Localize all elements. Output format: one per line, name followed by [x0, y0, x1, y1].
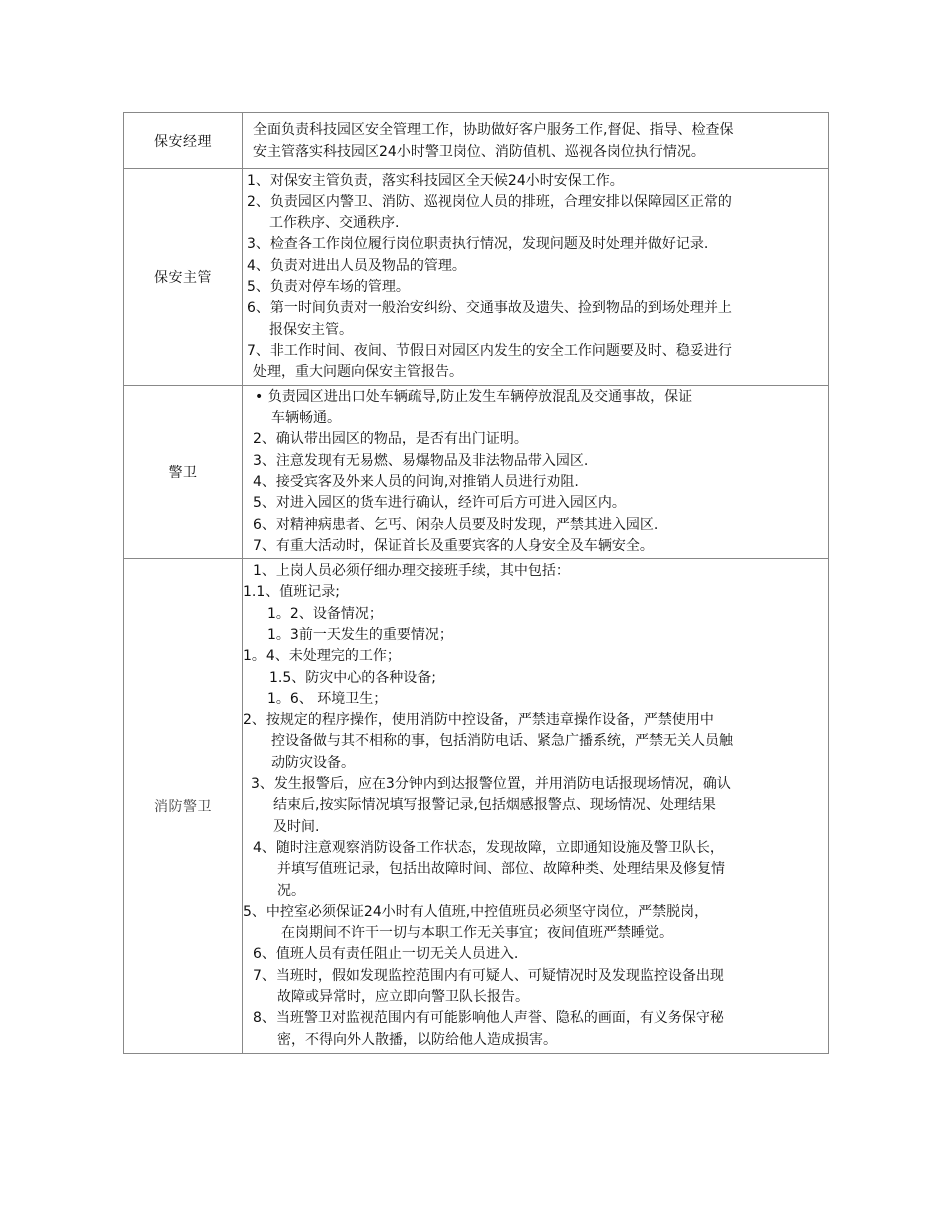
duty-line: 6、对精神病患者、乞丐、闲杂人员要及时发现，严禁其进入园区. — [253, 516, 659, 533]
duty-line: 1.1、值班记录; — [243, 584, 340, 601]
duty-line: 及时间. — [273, 818, 320, 835]
duty-line: 车辆畅通。 — [271, 410, 341, 427]
table-row — [124, 386, 829, 559]
role-cell: 消防警卫 — [124, 559, 243, 1054]
duty-line: 报保安主管。 — [269, 321, 353, 338]
role-cell: 保安经理 — [124, 113, 243, 169]
duty-table — [123, 112, 829, 1054]
duty-line: 动防灾设备。 — [271, 754, 355, 771]
duty-line: 1、对保安主管负责，落实科技园区全天候24小时安保工作。 — [247, 172, 624, 189]
duty-line: 并填写值班记录，包括出故障时间、部位、故障种类、处理结果及修复情 — [277, 861, 725, 878]
duty-line: 6、第一时间负责对一般治安纠纷、交通事故及遗失、捡到物品的到场处理并上 — [247, 300, 732, 317]
duty-line: 工作秩序、交通秩序. — [269, 215, 400, 232]
duty-line: 3、检查各工作岗位履行岗位职责执行情况，发现问题及时处理并做好记录. — [247, 236, 709, 253]
duty-line: 在岗期间不许干一切与本职工作无关事宜；夜间值班严禁睡觉。 — [281, 925, 673, 942]
duty-line: 1。3前一天发生的重要情况； — [267, 626, 453, 643]
duty-cell — [243, 386, 829, 559]
duty-line: 结束后,按实际情况填写报警记录,包括烟感报警点、现场情况、处理结果 — [273, 797, 716, 814]
duty-line: 5、对进入园区的货车进行确认，经许可后方可进入园区内。 — [253, 495, 626, 512]
duty-line: 1。6、 环境卫生； — [267, 690, 388, 707]
duty-line: 5、负责对停车场的管理。 — [247, 279, 410, 295]
duty-line: 2、按规定的程序操作，使用消防中控设备，严禁违章操作设备，严禁使用中 — [243, 712, 714, 729]
duty-line: 1、上岗人员必须仔细办理交接班手续，其中包括： — [253, 563, 570, 580]
duty-line: 3、注意发现有无易燃、易爆物品及非法物品带入园区. — [253, 452, 589, 469]
duty-line: 况。 — [277, 882, 305, 899]
role-cell: 警卫 — [124, 386, 243, 559]
duty-line: 2、确认带出园区的物品，是否有出门证明。 — [253, 431, 528, 448]
duty-cell — [243, 169, 829, 386]
duty-line: 全面负责科技园区安全管理工作，协助做好客户服务工作,督促、指导、检查保 — [253, 122, 734, 139]
duty-table-document — [123, 112, 829, 1053]
duty-line: 安主管落实科技园区24小时警卫岗位、消防值机、巡视各岗位执行情况。 — [253, 143, 705, 160]
duty-cell — [243, 559, 829, 1054]
duty-line: 6、值班人员有责任阻止一切无关人员进入. — [253, 946, 519, 963]
table-row — [124, 113, 829, 169]
duty-line: 7、非工作时间、夜间、节假日对园区内发生的安全工作问题要及时、稳妥进行 — [247, 342, 732, 359]
table-row — [124, 169, 829, 386]
duty-line: 处理，重大问题向保安主管报告。 — [253, 364, 463, 381]
duty-cell — [243, 113, 829, 169]
duty-line: 7、有重大活动时，保证首长及重要宾客的人身安全及车辆安全。 — [253, 537, 654, 554]
table-row — [124, 559, 829, 1054]
role-cell: 保安主管 — [124, 169, 243, 386]
duty-line: 4、随时注意观察消防设备工作状态，发现故障，立即通知设施及警卫队长， — [253, 839, 724, 856]
duty-line: 4、负责对进出人员及物品的管理。 — [247, 257, 466, 274]
duty-line: 故障或异常时，应立即向警卫队长报告。 — [277, 989, 529, 1006]
duty-line: 7、当班时，假如发现监控范围内有可疑人、可疑情况时及发现监控设备出现 — [253, 967, 724, 984]
duty-line: 密，不得向外人散播，以防给他人造成损害。 — [277, 1031, 557, 1048]
duty-line: 1.5、防灾中心的各种设备; — [269, 669, 436, 686]
duty-line: 控设备做与其不相称的事，包括消防电话、紧急广播系统，严禁无关人员触 — [271, 733, 733, 750]
duty-line: 8、当班警卫对监视范围内有可能影响他人声誉、隐私的画面，有义务保守秘 — [253, 1010, 724, 1027]
duty-line: 4、接受宾客及外来人员的问询,对推销人员进行劝阻. — [253, 474, 579, 490]
duty-line: 1。4、未处理完的工作； — [243, 648, 401, 665]
duty-line: 1。2、设备情况； — [267, 605, 383, 622]
duty-line: 3、发生报警后，应在3分钟内到达报警位置，并用消防电话报现场情况，确认 — [251, 776, 731, 793]
duty-line: 2、负责园区内警卫、消防、巡视岗位人员的排班，合理安排以保障园区正常的 — [247, 193, 732, 210]
duty-line: 5、中控室必须保证24小时有人值班,中控值班员必须坚守岗位，严禁脱岗， — [243, 903, 709, 920]
duty-line: • 负责园区进出口处车辆疏导,防止发生车辆停放混乱及交通事故，保证 — [255, 388, 693, 405]
